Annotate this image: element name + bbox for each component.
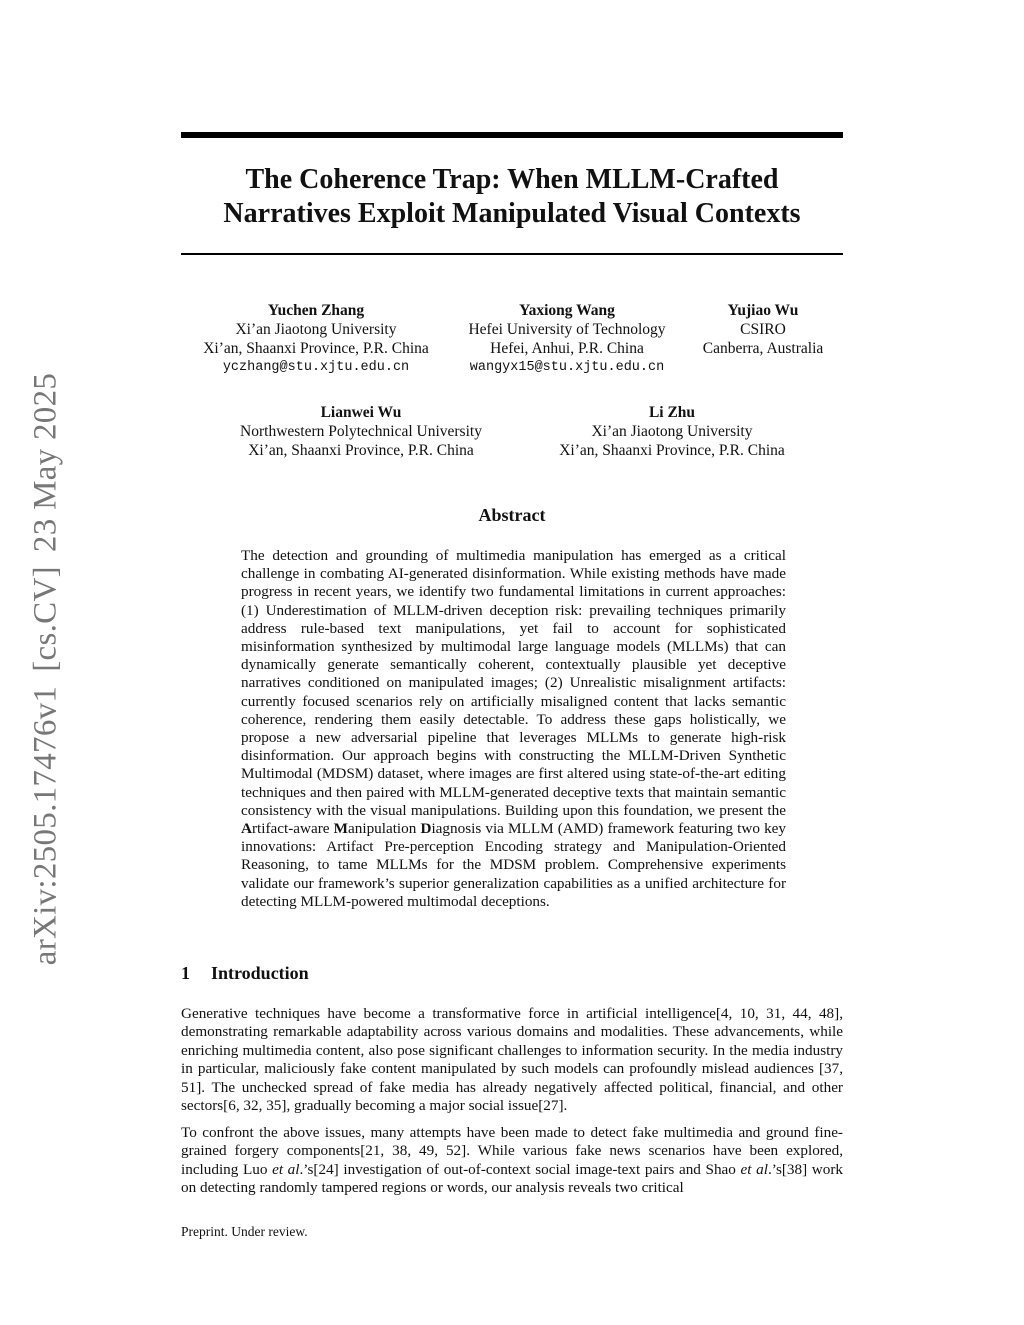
acronym-letter-a: A: [241, 820, 252, 838]
arxiv-id: arXiv:2505.17476v1: [27, 685, 64, 966]
author-name: Yaxiong Wang: [519, 302, 615, 319]
title-line-2: Narratives Exploit Manipulated Visual Contexts: [223, 198, 801, 229]
arxiv-category: [cs.CV]: [27, 566, 64, 672]
author-affiliation: Northwestern Polytechnical University: [240, 423, 482, 440]
author-block-5: [559, 403, 785, 460]
author-block-2: [468, 301, 665, 377]
author-location: Canberra, Australia: [702, 340, 824, 357]
et-al: et al: [740, 1160, 768, 1178]
abstract-heading: Abstract: [478, 505, 546, 525]
intro-paragraph-1: Generative techniques have become a transformative force in artificial intelligence[4, 10, 31, 44, 48], demonstrating remarkable adaptability across various domains and modalities. These advancements, while enriching multimedia content, also pose significant challenges to information security. In the media industry in particular, maliciously fake content manipulated by such models can profoundly mislead audiences [37, 51]. The unchecked spread of fake media has already negatively affected political, financial, and other sectors[6, 32, 35], gradually becoming a major social issue[27].: [181, 1005, 843, 1115]
paragraph-text: .’s[24] investigation of out-of-context social image-text pairs and Shao: [299, 1160, 741, 1178]
author-block-1: [203, 301, 429, 377]
preprint-footer: Preprint. Under review.: [181, 1224, 308, 1239]
abstract-text: The detection and grounding of multimedia manipulation has emerged as a critical challenge in combating AI-generated disinformation. While existing methods have made progress in recent years, we identify two fundamental limitations in current approaches: (1) Underestimation of MLLM-driven deception risk: prevailing techniques primarily address rule-based text manipulations, yet fail to account for sophisticated misinformation synthesized by multimodal large language models (MLLMs) that can dynamically generate semantically coherent, contextually plausible yet deceptive narratives conditioned on manipulated images; (2) Unrealistic misalignment artifacts: currently focused scenarios rely on artificially misaligned content that lacks semantic coherence, rendering them easily detectable. To address these gaps holistically, we propose a new adversarial pipeline that leverages MLLMs to generate high-risk disinformation. Our approach begins with constructing the MLLM-Driven Synthetic Multimodal (MDSM) dataset, where images are first altered using state-of-the-art editing techniques and then paired with MLLM-generated deceptive texts that maintain semantic consistency with the visual manipulations. Building upon this foundation, we present the: [241, 547, 786, 819]
acronym-letter-d: D: [420, 820, 432, 838]
section-heading-introduction: [181, 963, 309, 984]
author-email[interactable]: yczhang@stu.xjtu.edu.cn: [222, 360, 410, 375]
title-rule-bottom: [181, 253, 843, 255]
arxiv-stamp: [28, 359, 65, 965]
author-block-4: [240, 403, 482, 460]
author-location: Xi’an, Shaanxi Province, P.R. China: [559, 442, 785, 459]
author-location: Xi’an, Shaanxi Province, P.R. China: [248, 442, 474, 459]
author-location: Hefei, Anhui, P.R. China: [490, 340, 644, 357]
section-title: Introduction: [211, 963, 309, 983]
intro-paragraph-2: [181, 1124, 843, 1198]
abstract-text: rtifact-aware: [251, 820, 334, 838]
abstract-body: [241, 547, 786, 911]
paper-title: [181, 163, 843, 231]
section-number: 1: [181, 963, 190, 983]
author-affiliation: Hefei University of Technology: [468, 321, 666, 338]
author-email[interactable]: wangyx15@stu.xjtu.edu.cn: [469, 360, 665, 375]
title-line-1: The Coherence Trap: When MLLM-Crafted: [245, 164, 779, 195]
author-affiliation: CSIRO: [740, 321, 786, 338]
author-name: Yuchen Zhang: [267, 302, 365, 319]
paragraph-text: .’s[38] work on detecting randomly tampered regions or words, our analysis reveals two critical: [181, 1160, 844, 1197]
author-affiliation: Xi’an Jiaotong University: [235, 321, 397, 338]
author-name: Li Zhu: [648, 404, 696, 421]
author-block-3: [703, 301, 824, 358]
abstract-text: iagnosis via MLLM (AMD) framework featuring two key innovations: Artifact Pre-perception Encoding strategy and Manipulation-Oriented Reasoning, to tame MLLMs for the MDSM problem. Comprehensive experiments validate our framework’s superior generalization capabilities as a unified architecture for detecting MLLM-powered multimodal deceptions.: [241, 820, 786, 910]
author-name: Lianwei Wu: [320, 404, 402, 421]
author-affiliation: Xi’an Jiaotong University: [591, 423, 753, 440]
acronym-letter-m: M: [333, 820, 349, 838]
paragraph-text: To confront the above issues, many attempts have been made to detect fake multimedia and ground fine-grained forgery components[21, 38, 49, 52]. While various fake news scenarios have been explored, including Luo: [181, 1124, 843, 1178]
author-name: Yujiao Wu: [727, 302, 799, 319]
author-location: Xi’an, Shaanxi Province, P.R. China: [203, 340, 429, 357]
arxiv-date: 23 May 2025: [27, 372, 64, 553]
abstract-text: anipulation: [348, 820, 421, 838]
title-rule-top: [181, 132, 843, 138]
et-al: et al: [272, 1160, 300, 1178]
